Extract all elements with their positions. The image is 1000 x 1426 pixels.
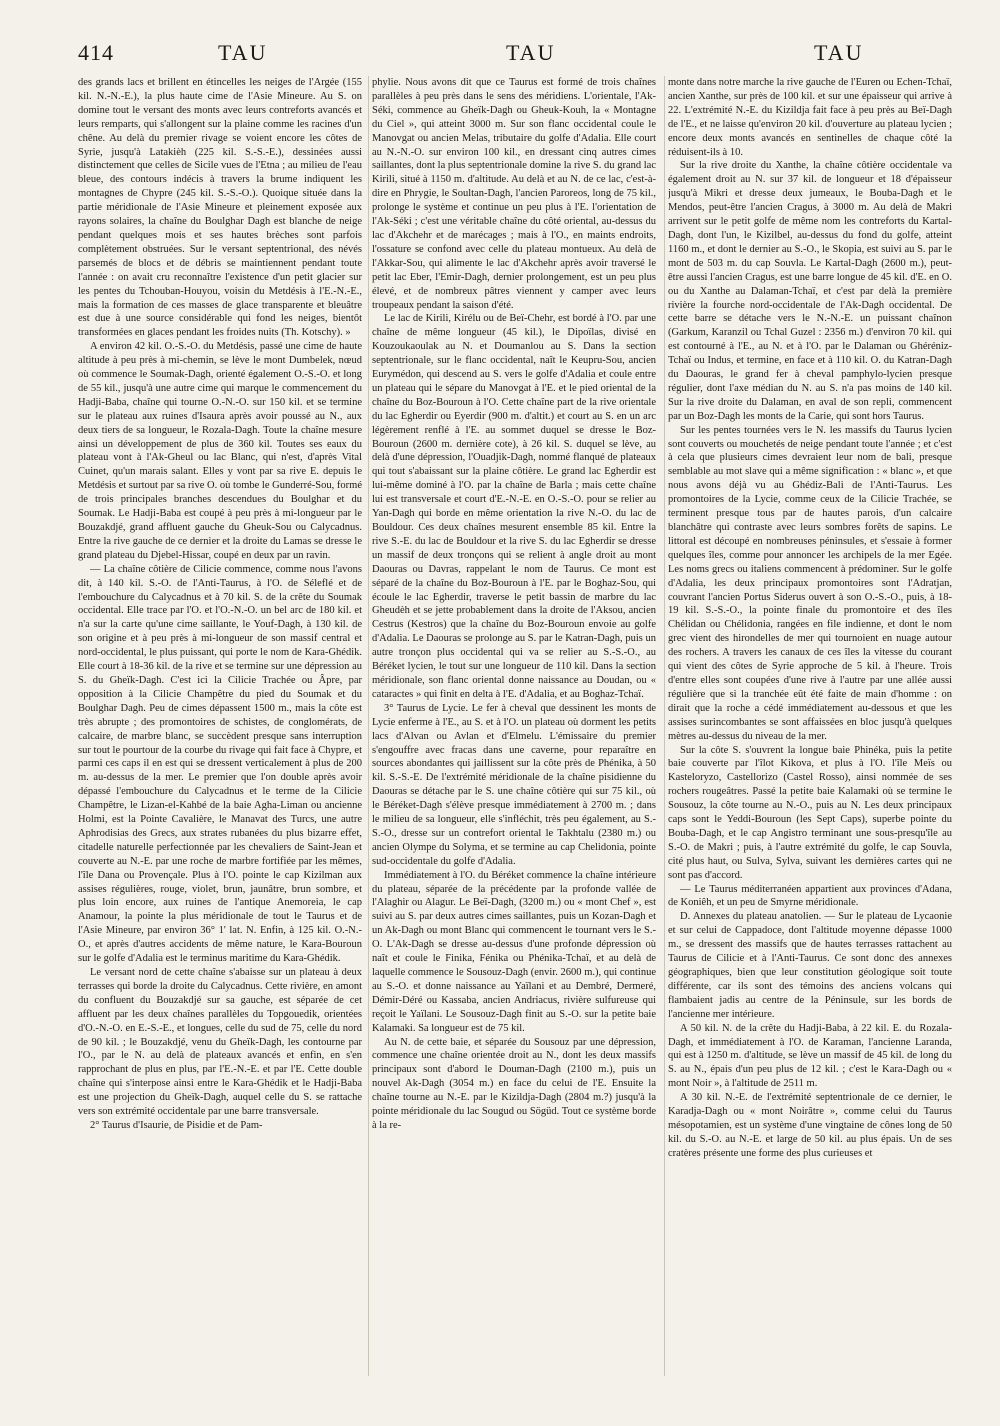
paragraph: 3° Taurus de Lycie. Le fer à cheval que dessinent les monts de Lycie enferme à l'E., au S. et à l'O. un plateau où dorment les petits lacs d'Alvan ou Avlan et d'Elmelu. L'émissaire du premier s'engouffre avec fracas dans une caverne, pour reparaître en sources abondantes qui jaillissent sur la côte près de Phénika, à 50 kil. S.-S.-E. De l'extrémité méridionale de la chaîne pisidienne du Daouras se détache par le S. une chaîne côtière qui sur 75 kil., où le Béréket-Dagh s'élève presque immédiatement à 2700 m. ; dans le milieu de sa longueur, elle s'infléchit, très peu également, au S.-S.-O., dresse sur un contrefort oriental le Takhtalu (2380 m.) ou ancien Olympe du Solyma, et se termine au cap Chelidonia, pointe sud-occidentale du golfe d'Adalia.	[372, 702, 656, 867]
paragraph: Immédiatement à l'O. du Béréket commence la chaîne intérieure du plateau, séparée de la précédente par la profonde vallée de l'Alaghir ou Alagur. Le Beï-Dagh, (3200 m.) ou « mont Chef », est suivi au S. par deux autres cimes saillantes, puis un Kozan-Dagh et un Ak-Dagh ou mont Blanc qui commencent le tournant vers le S.-O. L'Ak-Dagh se dresse au-dessus d'une profonde dépression où naît et coule le Finika, Fénika ou Phénika-Tchaï, et au delà de laquelle commence le Sousouz-Dagh (envir. 2600 m.), qui continue au S.-O. et donne naissance au Yaïlani et au Dembré, Dermeré, Démir-Déré ou Kassaba, ancien Andriacus, rivière sulfureuse qui reçoit le Yaïlani. Le Sousouz-Dagh finit au S.-O. sur la petite baie Kalamaki. Sa longueur est de 75 kil.	[372, 869, 656, 1034]
text-columns	[78, 76, 956, 1388]
paragraph: Sur la rive droite du Xanthe, la chaîne côtière occidentale va également droit au N. sur 37 kil. de longueur et 18 d'épaisseur jusqu'à Mikri et dresse deux jumeaux, le Bouba-Dagh et le Mendos, peut-être l'ancien Cragus, à 3000 m. Au delà de Makri arrivent sur le petit golfe de même nom les contreforts du Kartal-Dagh, dont l'un, le Kizilbel, au-dessus du fond du golfe, atteint 1160 m., et dont le dernier au S.-O., le Skopia, est suivi au S. par le mont de 503 m. du cap Souvla. Le Kartal-Dagh (2600 m.), peut-être aussi l'ancien Cragus, est une barre longue de 45 kil. d'E. en O. ou du Xanthe au Dalaman-Tchaï, et c'est par delà la première rivière la fourche nord-occidentale de l'Ak-Dagh occidental. De cette barre se détache vers le N.-N.-E. un puissant chaînon (Garkum, Karanzil ou Tchal Guzel : 2356 m.) d'environ 70 kil. qui est contourné à l'E., au N. et à l'O. par le Dalaman ou Ghéréniz-Tchaï ou Indus, et termine, en face et à 110 kil. O. du Katran-Dagh du Daouras, le grand fer à cheval pamphylo-lycien presque régulier, dont l'axe médian du N. au S. n'a pas moins de 140 kil. Sur la rive droite du Dalaman, en aval de son repli, commencent par un Boz-Dagh les monts de la Carie, qui sont hors Taurus.	[668, 160, 952, 422]
page-header	[78, 36, 958, 76]
running-head-right: TAU	[814, 40, 864, 65]
paragraph: Le versant nord de cette chaîne s'abaisse sur un plateau à deux terrasses qui borde la droite du Calycadnus. Cette rivière, en amont du confluent du Bouzakdjé sur sa gauche, est séparée de cet affluent par les deux chaînes parallèles du Topgouedik, orientées d'O.-N.-O. en E.-S.-E., et longues, celle du sud de 75, celle du nord de 90 kil. ; le Bouzakdjé, venu du Gheïk-Dagh, les contourne par l'O., par le N. au delà de plateaux avancés et enfin, en s'en rapprochant de plus en plus, par l'E.-N.-E. et par l'E. Cette double chaîne qui s'interpose ainsi entre le Kara-Ghédik et le Hadji-Baba est une projection du Gheïk-Dagh, auquel celle du S. se rattache vers son extrémité occidentale par une barre transversale.	[78, 967, 362, 1118]
paragraph: Sur les pentes tournées vers le N. les massifs du Taurus lycien sont couverts ou mouchetés de neige pendant toute l'année ; et c'est à cela que plusieurs cimes devraient leur nom de bali, presque semblable au mot slave qui a même signification : « blanc », et que nous avons déjà vu au Ghédiz-Bali de l'Anti-Taurus. Les promontoires de la Lycie, comme ceux de la Cilicie Trachée, se terminent presque tous par de hautes parois, d'un calcaire blanchâtre qui contraste avec leurs sombres forêts de sapins. Le littoral est découpé en nombreuses péninsules, et s'essaie à former quelques îles, comme pour annoncer les archipels de la mer Egée. Les noms grecs ou italiens commencent à prédominer. Sur le golfe d'Adalia, les deux principaux promontoires sont l'Adratjan, couvrant l'ancien Portus Siderus ouvert à son O.-S.-O., puis, à 18-19 kil. S.-S.-O., la pointe finale du promontoire et des îles Chélidan ou Chélidonia, rangées en file indienne, et dont le nom grec vient des hirondelles de mer qui tournoient en nuage autour des rochers. A travers les canaux de ces îles la vitesse du courant qui vient des côtes de Syrie approche de 5 kil. à l'heure. Trois d'entre elles sont coupées d'une rive à l'autre par une allée aussi régulière que si la tranchée eût été faite de main d'homme : on dirait que la roche a cédé immédiatement au-dessous et que les assises surincombantes se sont affaissées en bloc jusqu'à quelques mètres au-dessus du niveau de la mer.	[668, 424, 952, 742]
column-1	[78, 76, 362, 1388]
paragraph: des grands lacs et brillent en étincelles les neiges de l'Argée (155 kil. N.-N.-E.), la plus haute cime de l'Asie Mineure. Au S. on domine tout le versant des monts avec leurs contreforts avancés et leurs remparts, qui s'allongent sur la plaine comme les racines d'un chêne. Au delà du premier rivage se voient encore les côtes de Syrie, jusqu'à Latakièh (225 kil. S.-S.-E.), dessinées aussi distinctement que celles de Sicile vues de l'Etna ; au milieu de l'eau bleue, des contours indécis à travers la brume indiquent les montagnes de Chypre (245 kil. S.-S.-O.). Quoique située dans la partie méridionale de l'Asie Mineure et pleinement exposée aux rayons solaires, la chaîne du Boulghar Dagh est blanche de neige pendant quelques mois et ses hautes brèches sont parfois complètement obstruées. Sur le versant septentrional, des névés parsemés de blocs et de débris se maintiennent pendant toute l'année : on avait cru reconnaître l'existence d'un petit glacier sur les pentes du Tchouban-Houyou, voisin du Metdésis à l'E.-N.-E., mais la formation de ces masses de glace transparente et bleuâtre est due à une source considérable qui fond les neiges, bientôt transformées en glaces pendant les froides nuits (Th. Kotschy). »	[78, 77, 362, 339]
column-3	[668, 76, 952, 1388]
paragraph: D. Annexes du plateau anatolien. — Sur le plateau de Lycaonie et sur celui de Cappadoce, dont l'altitude moyenne dépasse 1000 m., se dressent des massifs que de hautes terrasses rattachent au Taurus de Cilicie et à l'Anti-Taurus. Ce sont donc des annexes géographiques, bien que leur constitution géologique soit toute différente, car ils sont des témoins des anciens volcans qui flambaient jadis au centre de la Péninsule, sur les bords de l'ancienne mer intérieure.	[668, 911, 952, 1020]
paragraph: monte dans notre marche la rive gauche de l'Euren ou Echen-Tchaï, ancien Xanthe, sur près de 100 kil. et sur une épaisseur qui arrive à 22. L'extrémité N.-E. du Kizildja fait face à peu près au Beï-Dagh de l'E., et ne laisse qu'environ 20 kil. d'ouverture au plateau lycien ; encore deux monts avancés en sentinelles de chaque côté la réduisent-ils à 10.	[668, 77, 952, 158]
paragraph: Au N. de cette baie, et séparée du Sousouz par une dépression, commence une chaîne orientée droit au N., dont les deux massifs principaux sont d'abord le Douman-Dagh (2100 m.), puis un nouvel Ak-Dagh (3054 m.) en face du celui de l'E. Ensuite la chaîne tourne au N.-E. par le Kizildja-Dagh (2804 m.?) jusqu'à la pointe méridionale du lac Sougud ou Sögüd. Tout ce système borde à la re-	[372, 1036, 656, 1131]
paragraph: Sur la côte S. s'ouvrent la longue baie Phinéka, puis la petite baie couverte par l'îlot Kikova, et plus à l'O. l'île Meïs ou Kasteloryzo, Castellorizo (Castel Rosso), ainsi nommée de ses rochers rougeâtres. Passé la petite baie Kalamaki où se termine le Sousouz, la côte tourne au N.-O., puis au N. Les deux principaux caps sont le Yeddi-Bouroun (les Sept Caps), superbe pointe du Bouba-Dagh, et le cap Angistro terminant une sous-presqu'île au S.-O. de Makri ; puis, à l'autre extrémité du golfe, le cap Souvla, cité plus haut, ou Sulva, Sylva, suivant les dernières cartes qui ne sont pas d'accord.	[668, 744, 952, 881]
running-head-center: TAU	[506, 40, 556, 65]
running-head-left: TAU	[218, 40, 268, 65]
paragraph: — Le Taurus méditerranéen appartient aux provinces d'Adana, de Koniêh, et un peu de Smyrne méridionale.	[668, 883, 952, 909]
paragraph: 2° Taurus d'Isaurie, de Pisidie et de Pam-	[90, 1119, 263, 1131]
paragraph: — La chaîne côtière de Cilicie commence, comme nous l'avons dit, à 140 kil. S.-O. de l'Anti-Taurus, à l'O. de Séleflé et de l'embouchure du Calycadnus et à 70 kil. S. de la crête du Soumak occidental. Elle trace par l'O. et l'O.-N.-O. un bel arc de 180 kil. et n'a sur la carte qu'une cime saillante, le Youf-Dagh, à 130 kil. de son origine et à peu près à mi-longueur de son massif central et nord-occidental, le plus puissant, qui porte le nom de Kara-Ghédik. Elle court à 18-36 kil. de la rive et se termine sur une dépression au S. du Gheïk-Dagh. C'est ici la Cilicie Trachée ou Âpre, par opposition à la Cilicie Champêtre du pied du Soumak et du Boulghar Dagh. Peu de cimes dépassent 1500 m., mais la côte est très abrupte ; des promontoires de schistes, de conglomérats, de calcaire, de marbre blanc, se succèdent presque sans interruption sur tout le pourtour de la courbe du rivage qui fait face à Chypre, et parmi ces caps il en est qui se dressent verticalement à plus de 200 m. au-dessus de la mer. Le premier que l'on double après avoir dépassé l'embouchure du Calycadnus et le terme de la Cilicie Champêtre, le Lizan-el-Kahbé de la baie Agha-Liman ou ancienne Holmi, est la Pointe Cavalière, le Manavat des Turcs, une autre Aphrodisias des Grecs, aux strates rubanées du plus bizarre effet, citadelle naturelle perfectionnée par les chevaliers de Saint-Jean et couverte au N.-E. par une roche de marbre fortifiée par les mêmes, l'île Dana ou Provençale. Plus à l'O. pointe le cap Kizilman aux assises régulières, rouge, violet, brun, jaunâtre, brun sombre, et plus loin encore, aux ruines de l'antique Anemoreia, le cap Anamour, la pointe la plus méridionale de tout le Taurus et de l'Asie Mineure, par environ 36° 1' lat. N. Enfin, à 125 kil. O.-N.-O., et après d'autres accidents de même nature, le Kara-Bouroun sur le golfe d'Adalia est le terminus maritime du Kara-Ghédik.	[78, 563, 362, 965]
paragraph: A environ 42 kil. O.-S.-O. du Metdésis, passé une cime de haute altitude à peu près à mi-chemin, se lève le mont Dumbelek, nœud où commence le Soumak-Dagh, orienté également O.-S.-O. et long de 55 kil., jusqu'à une autre cime qui marque le commencement du Hadji-Baba, chaîne qui tourne O.-N.-O. sur 150 kil. et se termine sur le plateau aux ruines d'Isaura après avoir poussé au N., aux deux tiers de sa longueur, le Rozala-Dagh. Toute la chaîne mesure ainsi un développement de plus de 360 kil. Toutes ses eaux du plateau vont à l'Ak-Gheul ou lac Blanc, qui n'est, d'après Vital Cuinet, qu'un marais salant. Elles y vont par sa rive E. depuis le Metdésis et surtout par sa rive O. où tombe le Gunderré-Sou, formé de trois principales branches descendues du Boulghar et du Soumak. Le Hadji-Baba est coupé à peu près à mi-longueur par le Bouzakdjé, grand affluent gauche du Gheuk-Sou ou Calycadnus. Entre la rive gauche de ce dernier et la droite du Lamas se dresse le grand plateau du Djebel-Hissar, coupé en deux par un ravin.	[78, 341, 362, 561]
page-number: 414	[78, 40, 114, 65]
paragraph: A 50 kil. N. de la crête du Hadji-Baba, à 22 kil. E. du Rozala-Dagh, et immédiatement à l'O. de Karaman, l'ancienne Laranda, qui est à 1250 m. d'altitude, se lève un massif de 45 kil. de long du S. au N., épais d'un peu plus de 12 kil. ; c'est le Kara-Dagh ou « mont Noir », à l'altitude de 2511 m.	[668, 1022, 952, 1090]
column-2	[372, 76, 656, 1388]
paragraph: A 30 kil. N.-E. de l'extrémité septentrionale de ce dernier, le Karadja-Dagh ou « mont Noirâtre », comme celui du Taurus mésopotamien, est un système d'une vingtaine de cônes long de 50 kil. du S.-O. au N.-E. et large de 50 kil. au plus épais. Un de ses cratères présente une forme des plus curieuses et	[668, 1092, 952, 1159]
paragraph: phylie. Nous avons dit que ce Taurus est formé de trois chaînes parallèles à peu près dans le sens des méridiens. L'orientale, l'Ak-Séki, commence au Gheïk-Dagh ou Gheuk-Kouh, la « Montagne du Ciel », qui atteint 3000 m. Sur son flanc occidental coule le Manovgat ou ancien Melas, tributaire du golfe d'Adalia. Elle court au N.-N.-O. sur environ 100 kil., en dressant cinq autres cimes saillantes, dont la plus septentrionale domine la rive S. du grand lac Kirili, situé à 1150 m. d'altitude. Au delà et au N. de ce lac, c'est-à-dire en Phrygie, le Soultan-Dagh, l'ancien Paroreos, long de 75 kil., prolonge le système et continue un peu plus à l'E. l'orientation de l'Ak-Séki ; c'est une véritable chaîne du côté oriental, au-dessus du lac d'Akchehr et de marécages ; mais à l'O., en maints endroits, l'ossature se confond avec celle du plateau montueux. Au delà de l'Akkar-Sou, qui alimente le lac d'Akchehr après avoir traversé le petit lac Eber, l'Emir-Dagh, dernier prolongement, est un peu plus élevé, et de nombreux pâtres viennent y camper avec leurs troupeaux pendant la saison d'été.	[372, 77, 656, 311]
paragraph: Le lac de Kirili, Kirélu ou de Beï-Chehr, est bordé à l'O. par une chaîne de même longueur (45 kil.), le Dipoïlas, divisé en Kouzoukaoulak au N. et Doumanlou au S. Dans la section septentrionale, sur le flanc occidental, naît le Keupru-Sou, ancien Eurymédon, qui descend au S. vers le golfe d'Adalia et coule entre un plateau qui le sépare du Manovgat à l'E. et le pied oriental de la chaîne du Boz-Bouroun à l'O. Cette chaîne part de la rive orientale du lac Egherdir ou Eyerdir (900 m. d'altit.) et court au S. en un arc légèrement renflé à l'E. au sommet duquel se dresse le Boz-Bouroun (2600 m. dernière cote), à 26 kil. S. duquel se lève, au delà d'une dépression, l'Ouadjik-Dagh, nommé flanqué de plateaux qui tout s'abaissant sur la plaine côtière. Le grand lac Egherdir est lui-même dominé à l'O. par la chaîne de Barla ; mais cette chaîne lui est transversale et court d'E.-N.-E. en O.-S.-O. pour se relier au Yan-Dagh qui borde en même orientation la rive N.-O. du lac de Bouldour. Ces deux chaînes mesurent ensemble 85 kil. Entre la rive S.-E. du lac de Bouldour et la rive S. du lac Egherdir se dresse un massif de deux tronçons qui se relient à angle droit au mont Daouras ou Davras, rappelant le nom de Taurus. Ce mont est séparé de la chaîne du Boz-Bouroun à l'E. par le Boghaz-Sou, qui écoule le lac Egherdir, traverse le petit bassin de marbre du lac Gheudèh et se jette probablement dans la droite de l'Aksou, ancien Cestrus (Kestros) que la chaîne du Boz-Bouroun envoie au golfe d'Adalia. Le Daouras se prolonge au S. par le Katran-Dagh, puis un autre tronçon plus occidental qui va se relier au S.-S.-O., au Béréket lycien, le tout sur une longueur de 110 kil. Dans la section méridionale, son flanc oriental donne naissance au Doudan, ou « cataractes » qui finit en delta à l'E. d'Adalia, et au Boghaz-Tchaï.	[372, 313, 656, 700]
